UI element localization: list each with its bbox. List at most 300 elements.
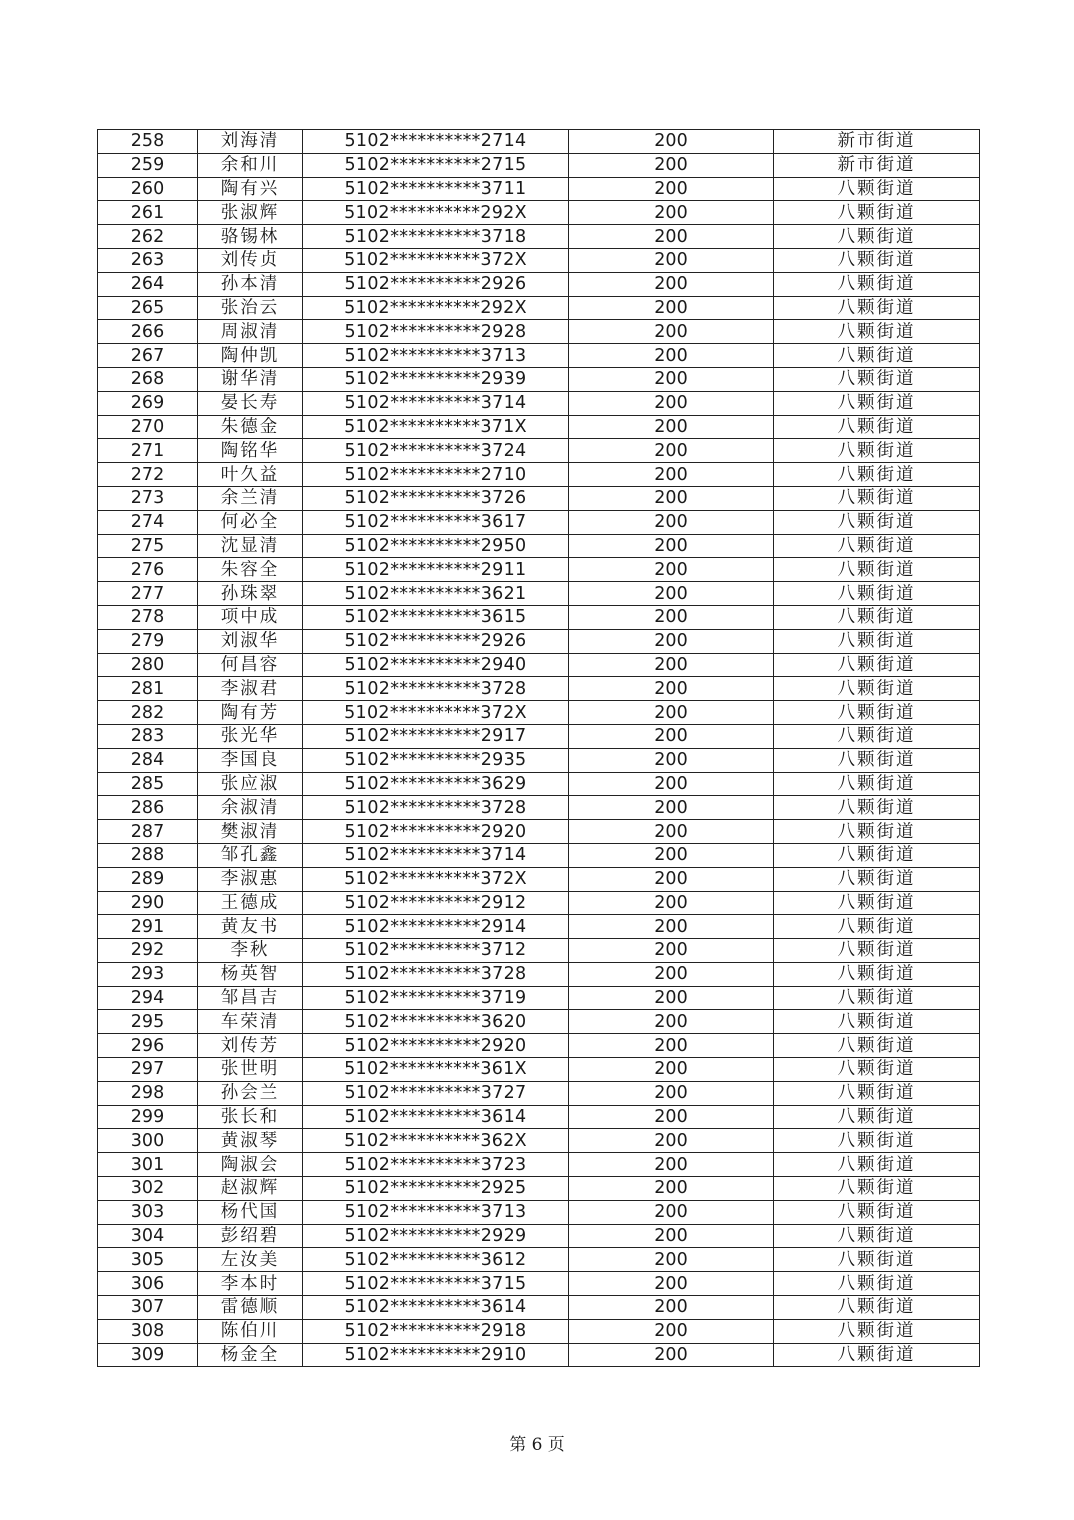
name-cell: 刘淑华 bbox=[198, 629, 303, 653]
name-cell: 陶仲凯 bbox=[198, 344, 303, 368]
amount-cell: 200 bbox=[569, 677, 774, 701]
row-number-cell: 273 bbox=[98, 486, 198, 510]
amount-cell: 200 bbox=[569, 1248, 774, 1272]
row-number-cell: 258 bbox=[98, 130, 198, 154]
name-cell: 张应淑 bbox=[198, 772, 303, 796]
street-cell: 八颗街道 bbox=[774, 724, 980, 748]
table-row bbox=[98, 486, 980, 510]
amount-cell: 200 bbox=[569, 201, 774, 225]
amount-cell: 200 bbox=[569, 1105, 774, 1129]
name-cell: 彭绍碧 bbox=[198, 1224, 303, 1248]
amount-cell: 200 bbox=[569, 843, 774, 867]
row-number-cell: 268 bbox=[98, 367, 198, 391]
row-number-cell: 262 bbox=[98, 225, 198, 249]
amount-cell: 200 bbox=[569, 796, 774, 820]
street-cell: 八颗街道 bbox=[774, 1153, 980, 1177]
street-cell: 八颗街道 bbox=[774, 558, 980, 582]
row-number-cell: 263 bbox=[98, 248, 198, 272]
name-cell: 赵淑辉 bbox=[198, 1177, 303, 1201]
name-cell: 樊淑清 bbox=[198, 820, 303, 844]
table-row bbox=[98, 534, 980, 558]
table-row bbox=[98, 843, 980, 867]
amount-cell: 200 bbox=[569, 415, 774, 439]
row-number-cell: 306 bbox=[98, 1272, 198, 1296]
name-cell: 张淑辉 bbox=[198, 201, 303, 225]
id-number-cell: 5102**********3621 bbox=[303, 582, 569, 606]
street-cell: 八颗街道 bbox=[774, 939, 980, 963]
id-number-cell: 5102**********3713 bbox=[303, 1200, 569, 1224]
table-row bbox=[98, 201, 980, 225]
name-cell: 叶久益 bbox=[198, 463, 303, 487]
table-row bbox=[98, 582, 980, 606]
name-cell: 何昌容 bbox=[198, 653, 303, 677]
id-number-cell: 5102**********372X bbox=[303, 701, 569, 725]
name-cell: 刘传芳 bbox=[198, 1034, 303, 1058]
amount-cell: 200 bbox=[569, 1296, 774, 1320]
table-row bbox=[98, 439, 980, 463]
street-cell: 八颗街道 bbox=[774, 915, 980, 939]
table-row bbox=[98, 1343, 980, 1367]
amount-cell: 200 bbox=[569, 1177, 774, 1201]
table-row bbox=[98, 153, 980, 177]
table-row bbox=[98, 1081, 980, 1105]
table-row bbox=[98, 177, 980, 201]
table-row bbox=[98, 939, 980, 963]
row-number-cell: 276 bbox=[98, 558, 198, 582]
row-number-cell: 278 bbox=[98, 605, 198, 629]
row-number-cell: 275 bbox=[98, 534, 198, 558]
id-number-cell: 5102**********292X bbox=[303, 201, 569, 225]
row-number-cell: 265 bbox=[98, 296, 198, 320]
id-number-cell: 5102**********292X bbox=[303, 296, 569, 320]
name-cell: 何必全 bbox=[198, 510, 303, 534]
amount-cell: 200 bbox=[569, 367, 774, 391]
table-row bbox=[98, 344, 980, 368]
table-row bbox=[98, 1177, 980, 1201]
name-cell: 杨代国 bbox=[198, 1200, 303, 1224]
street-cell: 八颗街道 bbox=[774, 1224, 980, 1248]
row-number-cell: 290 bbox=[98, 891, 198, 915]
amount-cell: 200 bbox=[569, 582, 774, 606]
amount-cell: 200 bbox=[569, 653, 774, 677]
name-cell: 陶有兴 bbox=[198, 177, 303, 201]
name-cell: 刘传贞 bbox=[198, 248, 303, 272]
amount-cell: 200 bbox=[569, 820, 774, 844]
street-cell: 八颗街道 bbox=[774, 1248, 980, 1272]
name-cell: 谢华清 bbox=[198, 367, 303, 391]
street-cell: 八颗街道 bbox=[774, 463, 980, 487]
street-cell: 新市街道 bbox=[774, 130, 980, 154]
amount-cell: 200 bbox=[569, 320, 774, 344]
name-cell: 杨金全 bbox=[198, 1343, 303, 1367]
amount-cell: 200 bbox=[569, 1010, 774, 1034]
amount-cell: 200 bbox=[569, 439, 774, 463]
table-row bbox=[98, 724, 980, 748]
name-cell: 黄友书 bbox=[198, 915, 303, 939]
name-cell: 朱容全 bbox=[198, 558, 303, 582]
row-number-cell: 277 bbox=[98, 582, 198, 606]
street-cell: 八颗街道 bbox=[774, 177, 980, 201]
page-number: 第 6 页 bbox=[509, 1435, 565, 1455]
amount-cell: 200 bbox=[569, 1153, 774, 1177]
row-number-cell: 261 bbox=[98, 201, 198, 225]
street-cell: 八颗街道 bbox=[774, 962, 980, 986]
id-number-cell: 5102**********3715 bbox=[303, 1272, 569, 1296]
row-number-cell: 291 bbox=[98, 915, 198, 939]
amount-cell: 200 bbox=[569, 296, 774, 320]
amount-cell: 200 bbox=[569, 1081, 774, 1105]
street-cell: 八颗街道 bbox=[774, 1034, 980, 1058]
street-cell: 八颗街道 bbox=[774, 201, 980, 225]
table-row bbox=[98, 915, 980, 939]
row-number-cell: 282 bbox=[98, 701, 198, 725]
street-cell: 八颗街道 bbox=[774, 1010, 980, 1034]
table-row bbox=[98, 367, 980, 391]
table-row bbox=[98, 701, 980, 725]
id-number-cell: 5102**********3714 bbox=[303, 843, 569, 867]
id-number-cell: 5102**********3614 bbox=[303, 1105, 569, 1129]
table-row bbox=[98, 1319, 980, 1343]
table-row bbox=[98, 962, 980, 986]
name-cell: 陶淑会 bbox=[198, 1153, 303, 1177]
row-number-cell: 283 bbox=[98, 724, 198, 748]
row-number-cell: 300 bbox=[98, 1129, 198, 1153]
roster-table bbox=[97, 129, 980, 1367]
id-number-cell: 5102**********3629 bbox=[303, 772, 569, 796]
row-number-cell: 294 bbox=[98, 986, 198, 1010]
table-row bbox=[98, 653, 980, 677]
id-number-cell: 5102**********2910 bbox=[303, 1343, 569, 1367]
amount-cell: 200 bbox=[569, 1319, 774, 1343]
table-row bbox=[98, 1200, 980, 1224]
id-number-cell: 5102**********3718 bbox=[303, 225, 569, 249]
name-cell: 邹孔鑫 bbox=[198, 843, 303, 867]
table-row bbox=[98, 820, 980, 844]
street-cell: 八颗街道 bbox=[774, 1081, 980, 1105]
table-row bbox=[98, 629, 980, 653]
row-number-cell: 259 bbox=[98, 153, 198, 177]
street-cell: 八颗街道 bbox=[774, 796, 980, 820]
row-number-cell: 297 bbox=[98, 1058, 198, 1082]
row-number-cell: 279 bbox=[98, 629, 198, 653]
amount-cell: 200 bbox=[569, 486, 774, 510]
id-number-cell: 5102**********3713 bbox=[303, 344, 569, 368]
street-cell: 八颗街道 bbox=[774, 1200, 980, 1224]
id-number-cell: 5102**********3719 bbox=[303, 986, 569, 1010]
street-cell: 八颗街道 bbox=[774, 605, 980, 629]
id-number-cell: 5102**********2912 bbox=[303, 891, 569, 915]
id-number-cell: 5102**********2914 bbox=[303, 915, 569, 939]
name-cell: 余淑清 bbox=[198, 796, 303, 820]
row-number-cell: 293 bbox=[98, 962, 198, 986]
street-cell: 八颗街道 bbox=[774, 320, 980, 344]
amount-cell: 200 bbox=[569, 629, 774, 653]
row-number-cell: 267 bbox=[98, 344, 198, 368]
id-number-cell: 5102**********3712 bbox=[303, 939, 569, 963]
table-row bbox=[98, 320, 980, 344]
name-cell: 孙珠翠 bbox=[198, 582, 303, 606]
id-number-cell: 5102**********361X bbox=[303, 1058, 569, 1082]
roster-table-body bbox=[98, 130, 980, 1367]
id-number-cell: 5102**********3728 bbox=[303, 796, 569, 820]
street-cell: 八颗街道 bbox=[774, 439, 980, 463]
name-cell: 李淑君 bbox=[198, 677, 303, 701]
street-cell: 八颗街道 bbox=[774, 510, 980, 534]
row-number-cell: 308 bbox=[98, 1319, 198, 1343]
table-row bbox=[98, 1034, 980, 1058]
id-number-cell: 5102**********2920 bbox=[303, 820, 569, 844]
name-cell: 李淑惠 bbox=[198, 867, 303, 891]
street-cell: 八颗街道 bbox=[774, 582, 980, 606]
table-row bbox=[98, 891, 980, 915]
amount-cell: 200 bbox=[569, 605, 774, 629]
id-number-cell: 5102**********362X bbox=[303, 1129, 569, 1153]
table-row bbox=[98, 1296, 980, 1320]
street-cell: 八颗街道 bbox=[774, 1105, 980, 1129]
row-number-cell: 264 bbox=[98, 272, 198, 296]
name-cell: 余兰清 bbox=[198, 486, 303, 510]
row-number-cell: 289 bbox=[98, 867, 198, 891]
table-row bbox=[98, 1224, 980, 1248]
id-number-cell: 5102**********2911 bbox=[303, 558, 569, 582]
name-cell: 张光华 bbox=[198, 724, 303, 748]
amount-cell: 200 bbox=[569, 1272, 774, 1296]
row-number-cell: 272 bbox=[98, 463, 198, 487]
street-cell: 八颗街道 bbox=[774, 1296, 980, 1320]
name-cell: 陶有芳 bbox=[198, 701, 303, 725]
amount-cell: 200 bbox=[569, 1034, 774, 1058]
street-cell: 八颗街道 bbox=[774, 891, 980, 915]
name-cell: 陈伯川 bbox=[198, 1319, 303, 1343]
name-cell: 孙本清 bbox=[198, 272, 303, 296]
amount-cell: 200 bbox=[569, 225, 774, 249]
table-row bbox=[98, 1129, 980, 1153]
table-row bbox=[98, 867, 980, 891]
table-row bbox=[98, 130, 980, 154]
id-number-cell: 5102**********3724 bbox=[303, 439, 569, 463]
name-cell: 朱德金 bbox=[198, 415, 303, 439]
street-cell: 八颗街道 bbox=[774, 986, 980, 1010]
name-cell: 晏长寿 bbox=[198, 391, 303, 415]
id-number-cell: 5102**********3728 bbox=[303, 962, 569, 986]
amount-cell: 200 bbox=[569, 891, 774, 915]
name-cell: 李秋 bbox=[198, 939, 303, 963]
id-number-cell: 5102**********3723 bbox=[303, 1153, 569, 1177]
table-row bbox=[98, 1105, 980, 1129]
table-row bbox=[98, 272, 980, 296]
row-number-cell: 270 bbox=[98, 415, 198, 439]
amount-cell: 200 bbox=[569, 1224, 774, 1248]
amount-cell: 200 bbox=[569, 177, 774, 201]
table-row bbox=[98, 1153, 980, 1177]
id-number-cell: 5102**********2917 bbox=[303, 724, 569, 748]
amount-cell: 200 bbox=[569, 344, 774, 368]
street-cell: 八颗街道 bbox=[774, 225, 980, 249]
name-cell: 雷德顺 bbox=[198, 1296, 303, 1320]
row-number-cell: 307 bbox=[98, 1296, 198, 1320]
amount-cell: 200 bbox=[569, 1200, 774, 1224]
id-number-cell: 5102**********3614 bbox=[303, 1296, 569, 1320]
table-row bbox=[98, 225, 980, 249]
row-number-cell: 274 bbox=[98, 510, 198, 534]
street-cell: 八颗街道 bbox=[774, 296, 980, 320]
row-number-cell: 287 bbox=[98, 820, 198, 844]
table-row bbox=[98, 510, 980, 534]
name-cell: 项中成 bbox=[198, 605, 303, 629]
street-cell: 八颗街道 bbox=[774, 248, 980, 272]
table-row bbox=[98, 463, 980, 487]
amount-cell: 200 bbox=[569, 748, 774, 772]
amount-cell: 200 bbox=[569, 986, 774, 1010]
amount-cell: 200 bbox=[569, 130, 774, 154]
id-number-cell: 5102**********3620 bbox=[303, 1010, 569, 1034]
row-number-cell: 309 bbox=[98, 1343, 198, 1367]
id-number-cell: 5102**********2715 bbox=[303, 153, 569, 177]
amount-cell: 200 bbox=[569, 534, 774, 558]
row-number-cell: 303 bbox=[98, 1200, 198, 1224]
row-number-cell: 305 bbox=[98, 1248, 198, 1272]
name-cell: 刘海清 bbox=[198, 130, 303, 154]
id-number-cell: 5102**********3615 bbox=[303, 605, 569, 629]
amount-cell: 200 bbox=[569, 272, 774, 296]
table-row bbox=[98, 1272, 980, 1296]
amount-cell: 200 bbox=[569, 1129, 774, 1153]
id-number-cell: 5102**********3727 bbox=[303, 1081, 569, 1105]
street-cell: 八颗街道 bbox=[774, 629, 980, 653]
amount-cell: 200 bbox=[569, 153, 774, 177]
street-cell: 八颗街道 bbox=[774, 677, 980, 701]
name-cell: 余和川 bbox=[198, 153, 303, 177]
name-cell: 李国良 bbox=[198, 748, 303, 772]
id-number-cell: 5102**********2926 bbox=[303, 629, 569, 653]
amount-cell: 200 bbox=[569, 1058, 774, 1082]
name-cell: 沈显清 bbox=[198, 534, 303, 558]
street-cell: 八颗街道 bbox=[774, 1129, 980, 1153]
id-number-cell: 5102**********3617 bbox=[303, 510, 569, 534]
amount-cell: 200 bbox=[569, 772, 774, 796]
id-number-cell: 5102**********2710 bbox=[303, 463, 569, 487]
row-number-cell: 299 bbox=[98, 1105, 198, 1129]
id-number-cell: 5102**********3714 bbox=[303, 391, 569, 415]
id-number-cell: 5102**********2939 bbox=[303, 367, 569, 391]
amount-cell: 200 bbox=[569, 962, 774, 986]
row-number-cell: 302 bbox=[98, 1177, 198, 1201]
street-cell: 八颗街道 bbox=[774, 748, 980, 772]
name-cell: 陶铭华 bbox=[198, 439, 303, 463]
name-cell: 邹昌吉 bbox=[198, 986, 303, 1010]
street-cell: 八颗街道 bbox=[774, 843, 980, 867]
table-row bbox=[98, 748, 980, 772]
row-number-cell: 295 bbox=[98, 1010, 198, 1034]
id-number-cell: 5102**********372X bbox=[303, 867, 569, 891]
street-cell: 八颗街道 bbox=[774, 772, 980, 796]
table-row bbox=[98, 296, 980, 320]
table-row bbox=[98, 415, 980, 439]
street-cell: 八颗街道 bbox=[774, 867, 980, 891]
id-number-cell: 5102**********372X bbox=[303, 248, 569, 272]
id-number-cell: 5102**********3728 bbox=[303, 677, 569, 701]
id-number-cell: 5102**********2928 bbox=[303, 320, 569, 344]
street-cell: 八颗街道 bbox=[774, 367, 980, 391]
id-number-cell: 5102**********2926 bbox=[303, 272, 569, 296]
row-number-cell: 269 bbox=[98, 391, 198, 415]
id-number-cell: 5102**********2929 bbox=[303, 1224, 569, 1248]
name-cell: 张长和 bbox=[198, 1105, 303, 1129]
row-number-cell: 271 bbox=[98, 439, 198, 463]
id-number-cell: 5102**********2950 bbox=[303, 534, 569, 558]
street-cell: 八颗街道 bbox=[774, 534, 980, 558]
street-cell: 八颗街道 bbox=[774, 701, 980, 725]
street-cell: 八颗街道 bbox=[774, 1319, 980, 1343]
table-row bbox=[98, 248, 980, 272]
table-row bbox=[98, 605, 980, 629]
row-number-cell: 292 bbox=[98, 939, 198, 963]
street-cell: 八颗街道 bbox=[774, 653, 980, 677]
table-row bbox=[98, 1248, 980, 1272]
street-cell: 八颗街道 bbox=[774, 1272, 980, 1296]
street-cell: 新市街道 bbox=[774, 153, 980, 177]
name-cell: 杨英智 bbox=[198, 962, 303, 986]
amount-cell: 200 bbox=[569, 867, 774, 891]
id-number-cell: 5102**********2920 bbox=[303, 1034, 569, 1058]
id-number-cell: 5102**********2918 bbox=[303, 1319, 569, 1343]
table-row bbox=[98, 1010, 980, 1034]
name-cell: 李本时 bbox=[198, 1272, 303, 1296]
id-number-cell: 5102**********371X bbox=[303, 415, 569, 439]
name-cell: 骆锡林 bbox=[198, 225, 303, 249]
row-number-cell: 288 bbox=[98, 843, 198, 867]
name-cell: 王德成 bbox=[198, 891, 303, 915]
table-row bbox=[98, 558, 980, 582]
amount-cell: 200 bbox=[569, 463, 774, 487]
street-cell: 八颗街道 bbox=[774, 820, 980, 844]
row-number-cell: 260 bbox=[98, 177, 198, 201]
id-number-cell: 5102**********2940 bbox=[303, 653, 569, 677]
name-cell: 左汝美 bbox=[198, 1248, 303, 1272]
street-cell: 八颗街道 bbox=[774, 1058, 980, 1082]
table-row bbox=[98, 391, 980, 415]
amount-cell: 200 bbox=[569, 391, 774, 415]
id-number-cell: 5102**********3726 bbox=[303, 486, 569, 510]
street-cell: 八颗街道 bbox=[774, 391, 980, 415]
row-number-cell: 298 bbox=[98, 1081, 198, 1105]
street-cell: 八颗街道 bbox=[774, 415, 980, 439]
id-number-cell: 5102**********2925 bbox=[303, 1177, 569, 1201]
street-cell: 八颗街道 bbox=[774, 486, 980, 510]
table-row bbox=[98, 1058, 980, 1082]
id-number-cell: 5102**********2714 bbox=[303, 130, 569, 154]
amount-cell: 200 bbox=[569, 1343, 774, 1367]
amount-cell: 200 bbox=[569, 939, 774, 963]
table-row bbox=[98, 677, 980, 701]
id-number-cell: 5102**********3711 bbox=[303, 177, 569, 201]
amount-cell: 200 bbox=[569, 510, 774, 534]
name-cell: 黄淑琴 bbox=[198, 1129, 303, 1153]
amount-cell: 200 bbox=[569, 701, 774, 725]
street-cell: 八颗街道 bbox=[774, 1343, 980, 1367]
row-number-cell: 304 bbox=[98, 1224, 198, 1248]
id-number-cell: 5102**********2935 bbox=[303, 748, 569, 772]
name-cell: 张世明 bbox=[198, 1058, 303, 1082]
row-number-cell: 285 bbox=[98, 772, 198, 796]
table-row bbox=[98, 772, 980, 796]
table-row bbox=[98, 796, 980, 820]
street-cell: 八颗街道 bbox=[774, 1177, 980, 1201]
street-cell: 八颗街道 bbox=[774, 344, 980, 368]
row-number-cell: 284 bbox=[98, 748, 198, 772]
id-number-cell: 5102**********3612 bbox=[303, 1248, 569, 1272]
row-number-cell: 266 bbox=[98, 320, 198, 344]
